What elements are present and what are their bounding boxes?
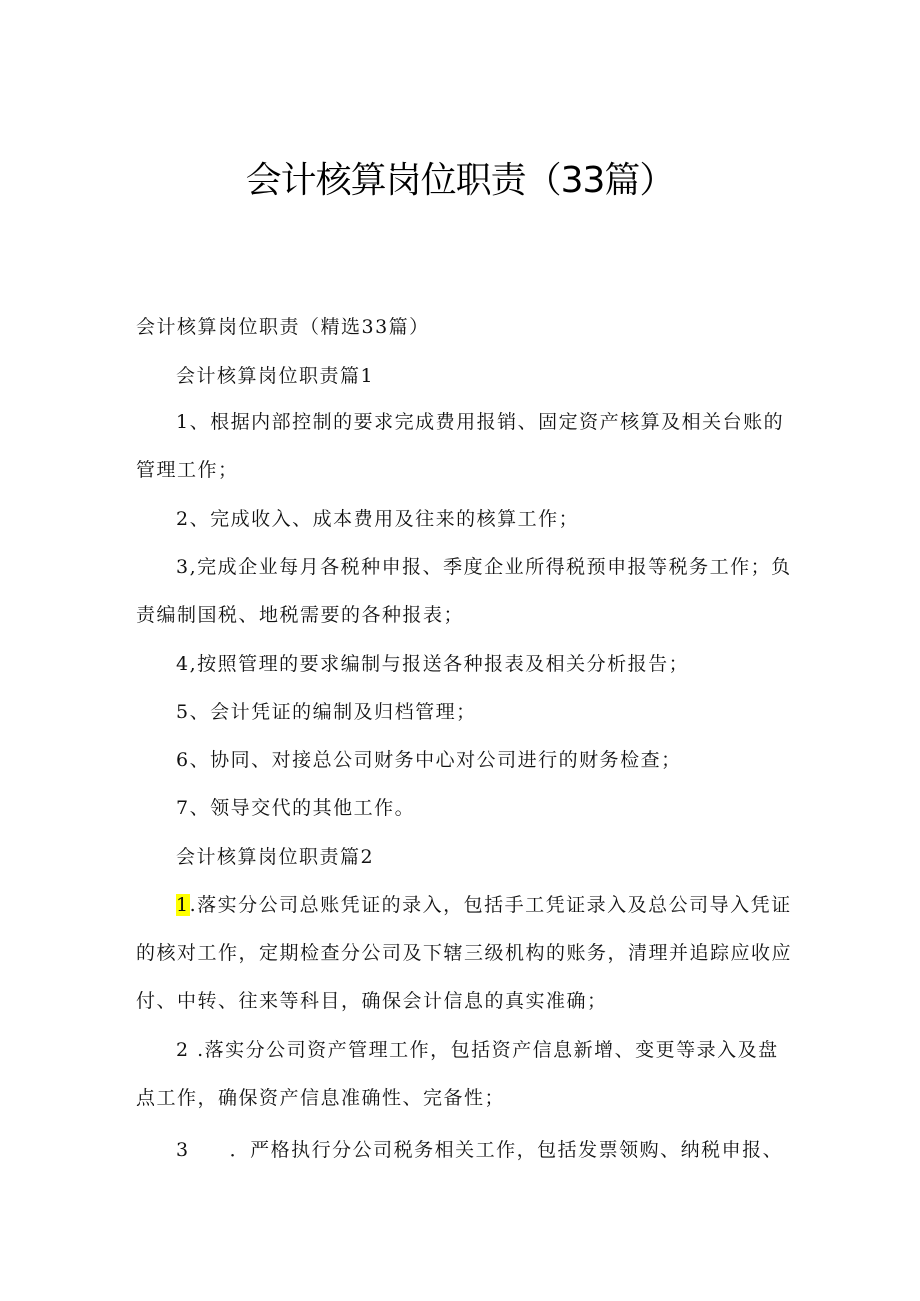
item-3-line-1: 3,完成企业每月各税种申报、季度企业所得税预申报等税务工作；负 [176, 556, 792, 578]
s2-item-1-line-1 [176, 891, 792, 919]
item-1-line-1: 1、根据内部控制的要求完成费用报销、固定资产核算及相关台账的 [176, 411, 785, 433]
s2-item-1-line-2: 的核对工作，定期检查分公司及下辖三级机构的账务，清理并追踪应收应 [136, 942, 793, 964]
s2-item-3-line-1 [176, 1136, 783, 1164]
s2-item-1-text: .落实分公司总账凭证的录入，包括手工凭证录入及总公司导入凭证 [189, 894, 792, 916]
item-1-line-2: 管理工作； [136, 459, 239, 481]
highlight-number: 1 [176, 894, 190, 916]
s2-item-3-text: ．严格执行分公司税务相关工作，包括发票领购、纳税申报、 [229, 1139, 784, 1161]
item-3-line-2: 责编制国税、地税需要的各种报表； [136, 604, 465, 626]
s2-item-3-number: 3 [176, 1139, 190, 1161]
s2-item-2-line-1: 2 .落实分公司资产管理工作，包括资产信息新增、变更等录入及盘 [176, 1039, 779, 1061]
item-7-line-1: 7、领导交代的其他工作。 [176, 797, 416, 819]
document-title: 会计核算岗位职责（33篇） [245, 160, 675, 201]
section-heading-2: 会计核算岗位职责篇2 [176, 846, 375, 868]
item-5-line-1: 5、会计凭证的编制及归档管理； [176, 701, 477, 723]
document-subtitle: 会计核算岗位职责（精选33篇） [136, 316, 430, 338]
item-6-line-1: 6、协同、对接总公司财务中心对公司进行的财务检查； [176, 749, 682, 771]
section-heading-1: 会计核算岗位职责篇1 [176, 365, 375, 387]
s2-item-2-line-2: 点工作，确保资产信息准确性、完备性； [136, 1087, 506, 1109]
item-4-line-1: 4,按照管理的要求编制与报送各种报表及相关分析报告； [176, 653, 690, 675]
item-2-line-1: 2、完成收入、成本费用及往来的核算工作； [176, 508, 580, 530]
s2-item-1-line-3: 付、中转、往来等科目，确保会计信息的真实准确； [136, 990, 608, 1012]
